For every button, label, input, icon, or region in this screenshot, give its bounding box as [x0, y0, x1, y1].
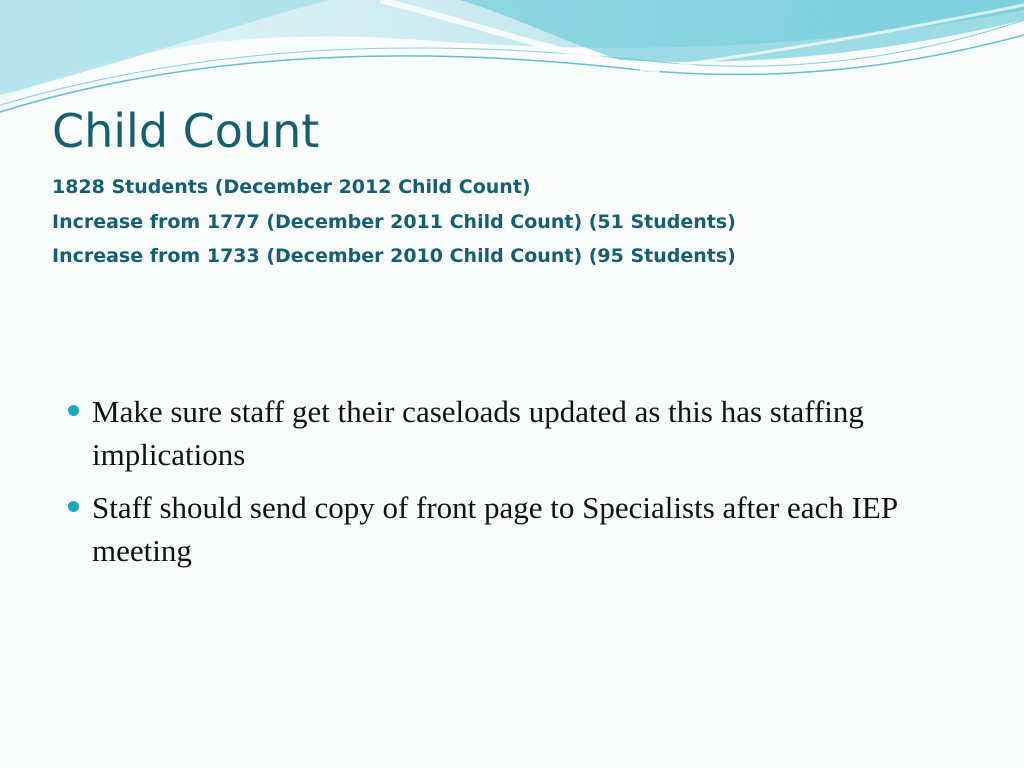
slide-title: Child Count	[52, 104, 320, 158]
bullet-item	[62, 390, 982, 476]
subtitle-list	[52, 170, 992, 274]
bullet-list	[62, 390, 982, 582]
subtitle-line: Increase from 1777 (December 2011 Child Count) (51 Students)	[52, 210, 736, 233]
bullet-text: Make sure staff get their caseloads updated as this has staffing implications	[92, 394, 864, 472]
subtitle-line: Increase from 1733 (December 2010 Child Count) (95 Students)	[52, 245, 736, 267]
title-block	[52, 100, 992, 274]
bullet-item	[62, 486, 982, 572]
subtitle-line: 1828 Students (December 2012 Child Count)	[52, 176, 531, 198]
bullet-dot-icon	[68, 501, 79, 512]
bullet-text: Staff should send copy of front page to Specialists after each IEP meeting	[92, 490, 897, 568]
bullet-dot-icon	[68, 405, 79, 416]
